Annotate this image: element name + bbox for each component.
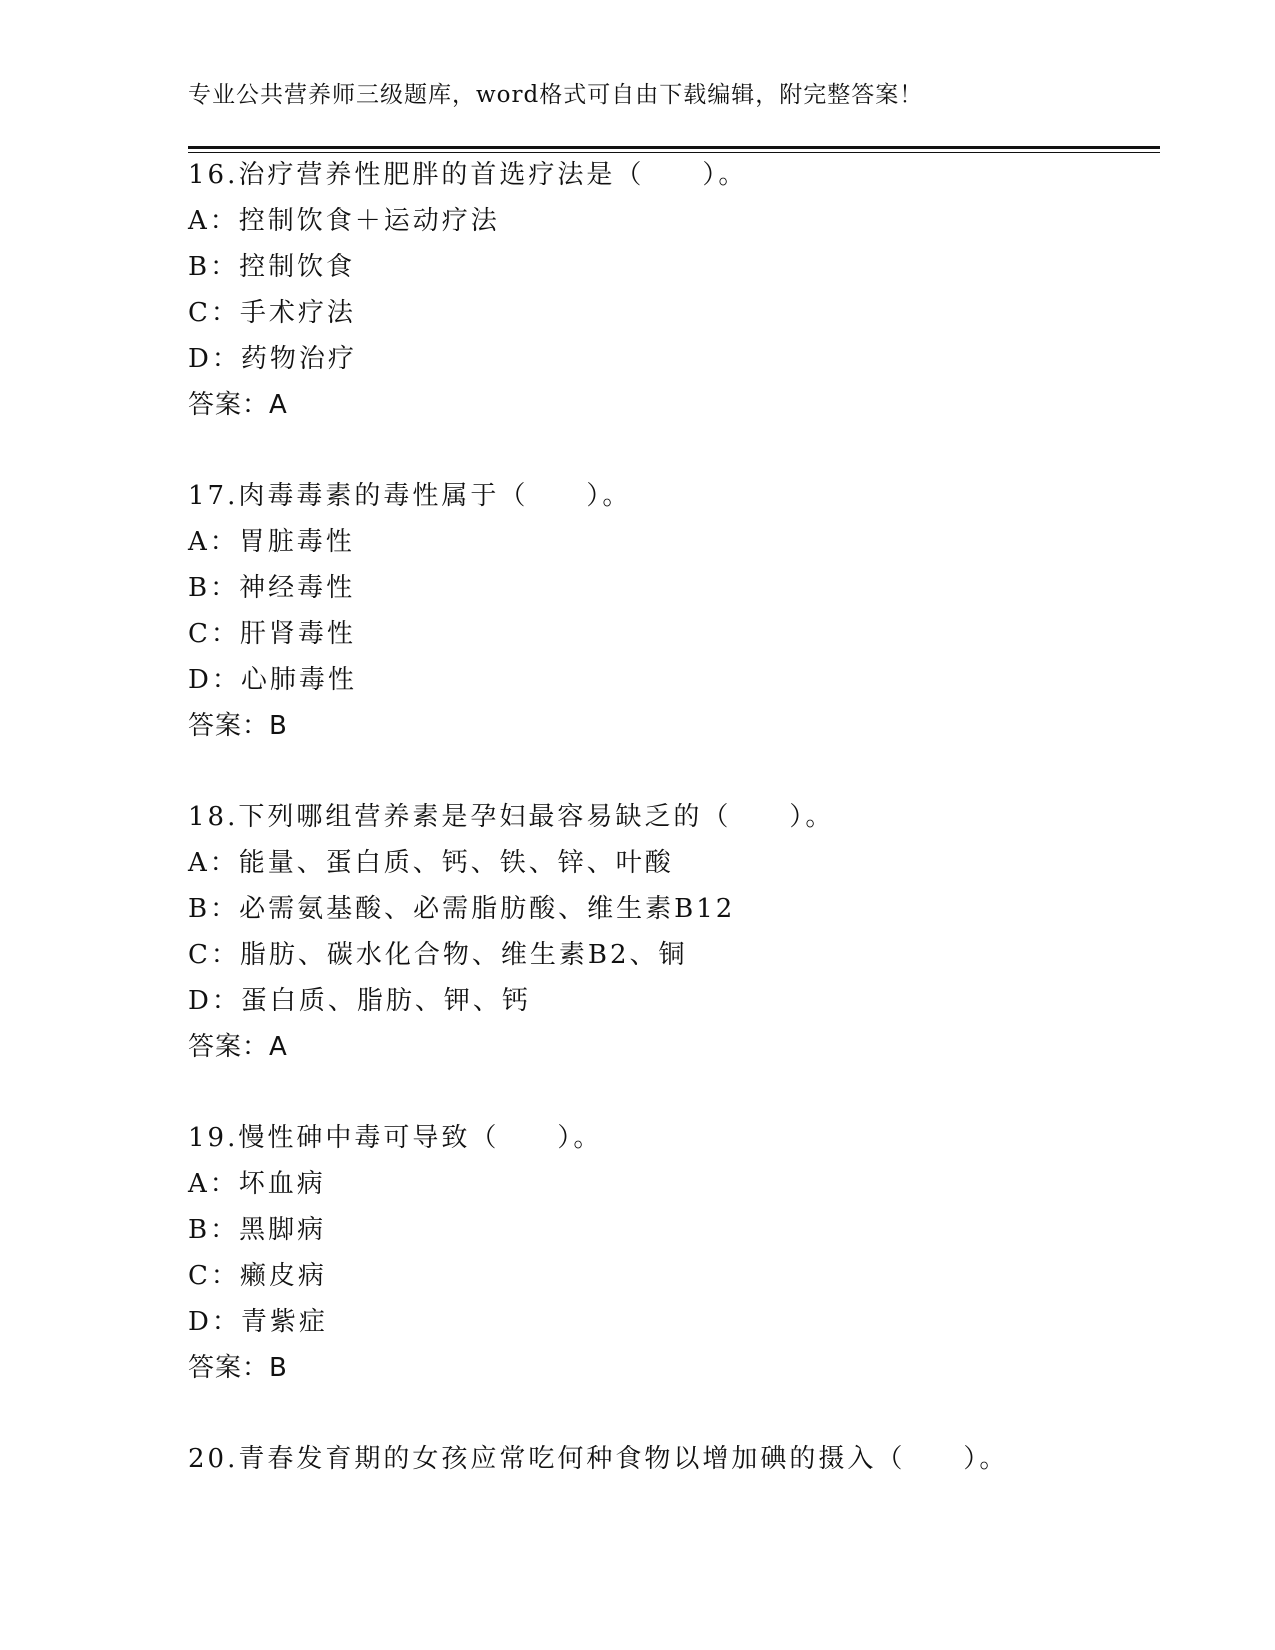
answer: 答案：A xyxy=(188,1032,288,1062)
option-d: D：蛋白质、脂肪、钾、钙 xyxy=(188,986,531,1016)
option-b: B：必需氨基酸、必需脂肪酸、维生素B12 xyxy=(188,894,736,924)
question-stem: 19.慢性砷中毒可导致（ ）。 xyxy=(188,1123,603,1153)
question-16 xyxy=(188,152,1168,428)
option-c: C：癞皮病 xyxy=(188,1261,327,1291)
option-a: A：坏血病 xyxy=(188,1169,326,1199)
option-c: C：肝肾毒性 xyxy=(188,619,356,649)
option-a: A：控制饮食＋运动疗法 xyxy=(188,206,500,236)
option-c: C：脂肪、碳水化合物、维生素B2、铜 xyxy=(188,940,688,970)
question-stem: 20.青春发育期的女孩应常吃何种食物以增加碘的摄入（ ）。 xyxy=(188,1444,1009,1474)
option-b: B：控制饮食 xyxy=(188,252,356,282)
option-a: A：胃脏毒性 xyxy=(188,527,355,557)
question-19 xyxy=(188,1115,1168,1391)
answer: 答案：B xyxy=(188,711,288,741)
question-18 xyxy=(188,794,1168,1070)
question-stem: 17.肉毒毒素的毒性属于（ ）。 xyxy=(188,481,632,511)
option-d: D：青紫症 xyxy=(188,1307,328,1337)
option-b: B：黑脚病 xyxy=(188,1215,327,1245)
question-17 xyxy=(188,473,1168,749)
question-stem: 16.治疗营养性肥胖的首选疗法是（ ）。 xyxy=(188,160,748,190)
header-rule-thick xyxy=(188,146,1160,149)
option-d: D：药物治疗 xyxy=(188,344,357,374)
question-20 xyxy=(188,1436,1168,1482)
answer: 答案：A xyxy=(188,390,288,420)
option-d: D：心肺毒性 xyxy=(188,665,357,695)
option-c: C：手术疗法 xyxy=(188,298,356,328)
option-b: B：神经毒性 xyxy=(188,573,356,603)
answer: 答案：B xyxy=(188,1353,288,1383)
document-header: 专业公共营养师三级题库，word格式可自由下载编辑，附完整答案！ xyxy=(188,82,924,108)
question-stem: 18.下列哪组营养素是孕妇最容易缺乏的（ ）。 xyxy=(188,802,835,832)
option-a: A：能量、蛋白质、钙、铁、锌、叶酸 xyxy=(188,848,674,878)
